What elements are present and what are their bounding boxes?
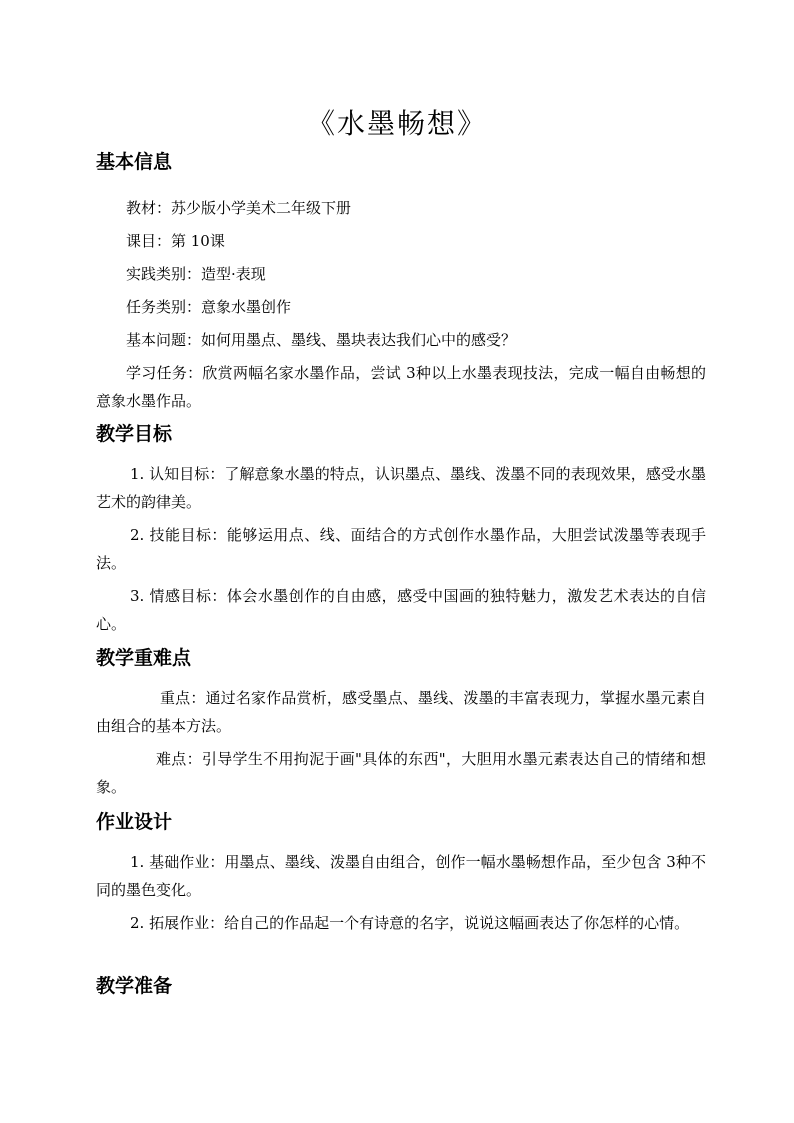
objective-item: 3. 情感目标：体会水墨创作的自由感，感受中国画的独特魅力，激发艺术表达的自信心。 (96, 587, 706, 633)
section-preparation (96, 972, 706, 1010)
section-heading-basic-info: 基本信息 (96, 151, 173, 173)
lesson-line: 课目：第 10课 (126, 232, 225, 250)
section-heading-objectives: 教学目标 (96, 423, 173, 445)
section-key-points (96, 644, 706, 806)
focus-paragraph: 重点：通过名家作品赏析，感受墨点、墨线、泼墨的丰富表现力，掌握水墨元素自由组合的基本方法。 (96, 689, 706, 735)
task-type-line: 任务类别：意象水墨创作 (126, 298, 292, 316)
section-heading-key-points: 教学重难点 (96, 647, 192, 669)
homework-item: 1. 基础作业：用墨点、墨线、泼墨自由组合，创作一幅水墨畅想作品，至少包含 3种不同的墨色变化。 (96, 853, 706, 899)
section-heading-preparation: 教学准备 (96, 975, 173, 997)
practice-type-line: 实践类别：造型·表现 (126, 265, 266, 283)
document-title: 《水墨畅想》 (306, 107, 487, 140)
section-homework (96, 808, 706, 942)
section-objectives (96, 420, 706, 643)
basic-question-line: 基本问题：如何用墨点、墨线、墨块表达我们心中的感受？ (126, 331, 517, 349)
difficulty-paragraph: 难点：引导学生不用拘泥于画"具体的东西"，大胆用水墨元素表达自己的情绪和想象。 (96, 750, 706, 796)
section-heading-homework: 作业设计 (96, 811, 173, 833)
section-basic-info (96, 148, 706, 420)
objective-item: 2. 技能目标：能够运用点、线、面结合的方式创作水墨作品，大胆尝试泼墨等表现手法。 (96, 526, 706, 572)
learning-task-paragraph: 学习任务：欣赏两幅名家水墨作品，尝试 3种以上水墨表现技法，完成一幅自由畅想的意象水墨作品。 (96, 364, 706, 410)
textbook-line: 教材：苏少版小学美术二年级下册 (126, 199, 352, 217)
homework-item: 2. 拓展作业：给自己的作品起一个有诗意的名字，说说这幅画表达了你怎样的心情。 (130, 914, 690, 932)
objective-item: 1. 认知目标：了解意象水墨的特点，认识墨点、墨线、泼墨不同的表现效果，感受水墨艺术的韵律美。 (96, 465, 706, 511)
